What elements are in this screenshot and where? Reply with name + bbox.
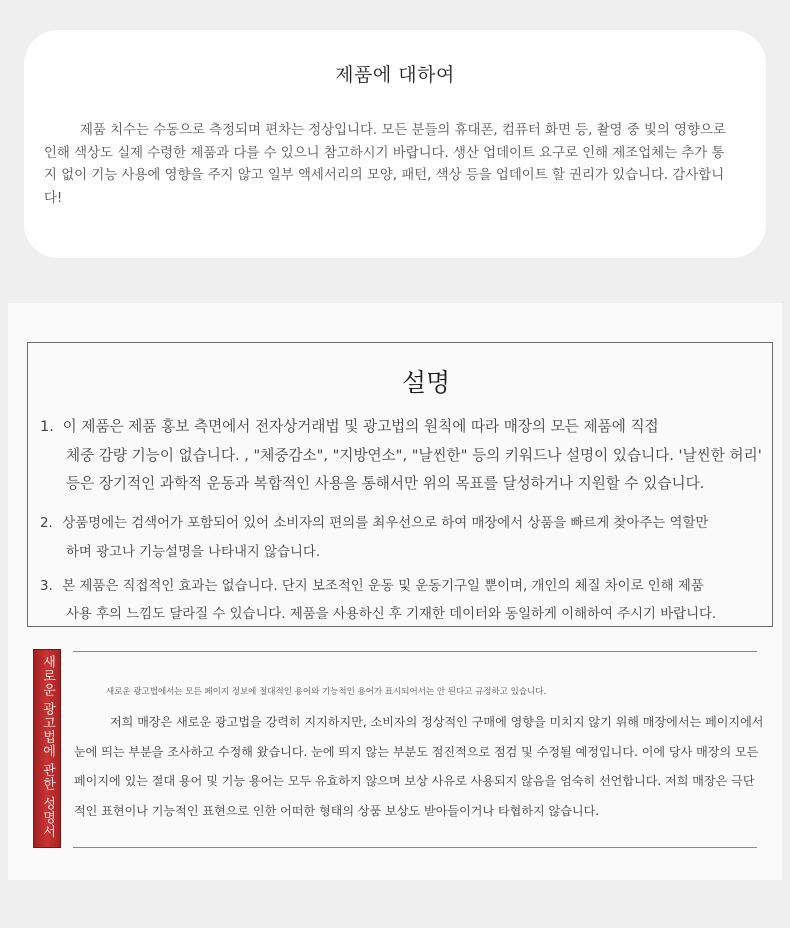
item-text: 상품명에는 검색어가 포함되어 있어 소비자의 편의를 최우선으로 하여 매장에서 상품을 빠르게 찾아주는 역할만 xyxy=(62,515,709,531)
item-continuation: 체중 감량 기능이 없습니다. , "체중감소", "지방연소", "날씬한" 등의 키워드나 설명이 있습니다. '날씬한 허리' 등은 장기적인 과학적 운동과 복합적인 사용을 통해서만 위의 목표를 달성하거나 지원할 수 있습니다. xyxy=(66,446,762,492)
item-continuation: 하며 광고나 기능설명을 나타내지 않습니다. xyxy=(66,544,321,560)
item-first-line xyxy=(40,418,659,435)
about-body-wrapper xyxy=(44,120,726,210)
about-card xyxy=(24,30,766,258)
notice-badge-label: 새로운 광고법에 관한 성명서 xyxy=(40,655,55,839)
list-item xyxy=(40,573,764,629)
notice-summary: 새로운 광고법에서는 모든 페이지 정보에 절대적인 용어와 기능적인 용어가 표시되어서는 안 된다고 규정하고 있습니다. xyxy=(106,687,547,697)
item-text: 이 제품은 제품 홍보 측면에서 전자상거래법 및 광고법의 원칙에 따라 매장의 모든 제품에 직접 xyxy=(62,418,659,435)
item-first-line xyxy=(40,579,704,594)
about-title: 제품에 대하여 xyxy=(335,64,455,86)
item-number: 3. xyxy=(40,578,53,594)
notice-top-divider xyxy=(73,651,757,652)
list-item xyxy=(40,509,764,567)
notice-body-wrapper xyxy=(74,708,766,826)
notice-bottom-divider xyxy=(73,847,757,848)
notice-body-text: 저희 매장은 새로운 광고법을 강력히 지지하지만, 소비자의 정상적인 구매에 영향을 미치지 않기 위해 매장에서는 페이지에서 눈에 띄는 부분을 조사하고 수정해 왔습니다. 눈에 띄지 않는 부분도 점진적으로 점검 및 수정될 예정입니다. 이에 당사 매장의 모든 페이지에 있는 절대 용어 및 기능 용어는 모두 유효하지 않으며 보상 사유로 사용되지 않음을 엄숙히 선언합니다. 저희 매장은 극단적인 표현이나 기능적인 표현으로 인한 어떠한 형태의 상품 보상도 받아들이거나 타협하지 않습니다. xyxy=(74,715,764,818)
item-number: 2. xyxy=(40,515,53,531)
about-body-text: 제품 치수는 수동으로 측정되며 편차는 정상입니다. 모든 분들의 휴대폰, 컴퓨터 화면 등, 촬영 중 빛의 영향으로 인해 색상도 실제 수령한 제품과 다를 수 있으니 참고하시기 바랍니다. 생산 업데이트 요구로 인해 제조업체는 추가 통지 없이 기능 사용에 영향을 주지 않고 일부 액세서리의 모양, 패턴, 색상 등을 업데이트 할 권리가 있습니다. 감사합니다! xyxy=(44,123,726,206)
item-continuation: 사용 후의 느낌도 달라질 수 있습니다. 제품을 사용하신 후 기재한 데이터와 동일하게 이해하여 주시기 바랍니다. xyxy=(66,606,717,622)
description-box xyxy=(27,342,773,627)
description-panel xyxy=(8,303,782,880)
item-number: 1. xyxy=(40,418,54,435)
item-first-line xyxy=(40,516,708,531)
description-title: 설명 xyxy=(326,363,526,399)
item-text: 본 제품은 직접적인 효과는 없습니다. 단지 보조적인 운동 및 운동기구일 뿐이며, 개인의 체질 차이로 인해 제품 xyxy=(62,578,704,594)
list-item xyxy=(40,413,764,499)
description-list xyxy=(40,413,764,629)
notice-badge xyxy=(33,649,61,848)
